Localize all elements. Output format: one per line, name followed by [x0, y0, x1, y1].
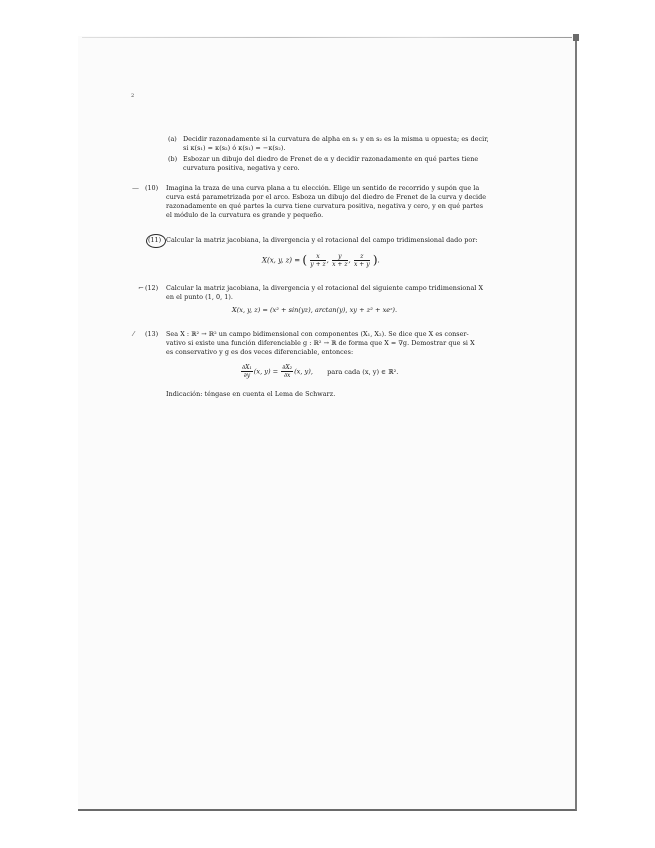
- item-11-line-1: Calcular la matriz jacobiana, la divergencia y el rotacional del campo tridimensional dado por:: [166, 236, 478, 244]
- item-12-label: (12): [145, 284, 159, 292]
- equation-lhs: X(x, y, z) =: [262, 256, 301, 265]
- corner-staple-mark: [573, 34, 579, 41]
- item-10-line-4: el módulo de la curvatura es grande y pequeño.: [166, 211, 324, 219]
- item-11-equation: X(x, y, z) = ( $\frac{x}{y + z}$ , $\frac{y}{x + z}$ , $\frac{z}{x + y}$ ).: [262, 253, 380, 268]
- fraction-3: $\frac{z}{x + y}$: [353, 253, 370, 268]
- item-13-line-1: Sea X : ℝ² → ℝ² un campo bidimensional con componentes (X₁, X₂). Se dice que X es conser-: [166, 330, 469, 338]
- item-a-label: (a): [168, 135, 177, 143]
- item-b-line-2: curvatura positiva, negativa y cero.: [183, 164, 300, 172]
- equation-right-tail: (x, y),: [294, 367, 313, 376]
- sheet-top-edge: [82, 37, 572, 38]
- paren-close: ): [372, 253, 378, 267]
- item-13-hint: Indicación: téngase en cuenta el Lema de Schwarz.: [166, 390, 336, 398]
- item-12-equation: X(x, y, z) = (x² + sin(yz), arctan(y), xy + z² + xeᶻ).: [232, 306, 398, 314]
- equation-condition: para cada (x, y) ∈ ℝ².: [327, 367, 399, 376]
- partial-fraction-right: $\frac{\text{∂X₂}}{\partial x}$: [282, 364, 293, 379]
- item-13-label: (13): [145, 330, 159, 338]
- item-a-line-1: Decidir razonadamente si la curvatura de alpha en s₁ y en s₂ es la misma u opuesta; es decir,: [183, 135, 489, 143]
- item-13-line-2: vativo si existe una función diferenciable g : ℝ² → ℝ de forma que X = ∇g. Demostrar que si X: [166, 339, 475, 347]
- item-13-equation: [240, 364, 398, 379]
- item-10-line-1: Imagina la traza de una curva plana a tu elección. Elige un sentido de recorrido y supón que la: [166, 184, 480, 192]
- item-b-line-1: Esbozar un dibujo del diedro de Frenet de α y decidir razonadamente en qué partes tiene: [183, 155, 479, 163]
- pen-tick-mark-13: ⁄: [133, 330, 135, 338]
- page-number: 2: [131, 93, 135, 99]
- item-10-label: (10): [145, 184, 159, 192]
- partial-fraction-left: $\frac{\text{∂X₁}}{\partial y}$: [242, 364, 252, 379]
- paren-open: (: [302, 253, 308, 267]
- item-10-line-2: curva está parametrizada por el arco. Esboza un dibujo del diedro de Frenet de la curva y decide: [166, 193, 487, 201]
- paper-sheet: [78, 36, 577, 811]
- item-b-label: (b): [168, 155, 178, 163]
- fraction-2: $\frac{y}{x + z}$: [332, 253, 348, 268]
- item-11-label: (11): [148, 236, 162, 244]
- item-a-line-2: si κ(s₁) = κ(s₂) ó κ(s₁) = −κ(s₂).: [183, 144, 286, 152]
- item-10-line-3: razonadamente en qué partes la curva tiene curvatura positiva, negativa y cero, y en qué partes: [166, 202, 484, 210]
- equation-left-tail: (x, y) =: [253, 367, 279, 376]
- item-12-line-1: Calcular la matriz jacobiana, la divergencia y el rotacional del siguiente campo tridimensional X: [166, 284, 484, 292]
- item-12-line-2: en el punto (1, 0, 1).: [166, 293, 233, 301]
- fraction-1: $\frac{x}{y + z}$: [310, 253, 326, 268]
- pen-tick-mark-12: ⌐: [138, 284, 144, 292]
- item-13-line-3: es conservativo y g es dos veces diferenciable, entonces:: [166, 348, 354, 356]
- pen-dash-mark-10: —: [132, 184, 139, 192]
